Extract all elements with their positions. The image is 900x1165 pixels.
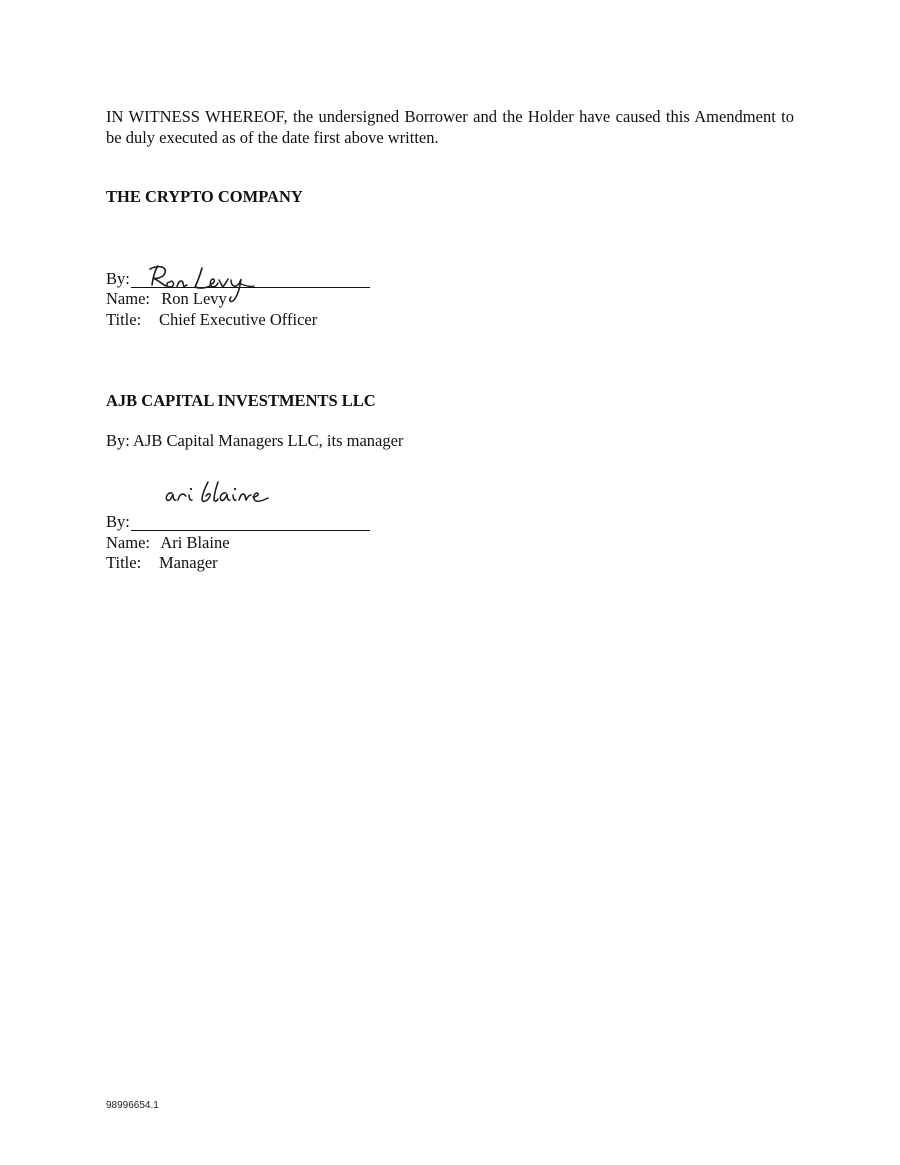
company1-by-label: By: — [106, 269, 130, 288]
company2-title-row — [106, 553, 218, 573]
company2-signer-title: Manager — [159, 553, 218, 572]
document-id-footer: 98996654.1 — [106, 1100, 159, 1111]
company1-name-label: Name: — [106, 289, 150, 308]
company1-title-row — [106, 310, 317, 330]
company1-signer-name: Ron Levy — [161, 289, 227, 308]
company1-name-row — [106, 289, 227, 309]
company2-by-label: By: — [106, 512, 130, 531]
company2-signature-line — [131, 530, 370, 531]
company1-by-row — [106, 269, 130, 289]
company2-by-manager: By: AJB Capital Managers LLC, its manager — [106, 431, 404, 450]
company2-name-label: Name: — [106, 533, 150, 552]
company2-name-row — [106, 533, 230, 553]
company2-heading: AJB CAPITAL INVESTMENTS LLC — [106, 391, 376, 410]
company2-signature-image — [160, 476, 280, 510]
company1-heading: THE CRYPTO COMPANY — [106, 187, 303, 206]
company1-title-label: Title: — [106, 310, 142, 329]
witness-paragraph: IN WITNESS WHEREOF, the undersigned Borrower and the Holder have caused this Amendment to be duly executed as of the date first above written. — [106, 107, 794, 147]
company2-signer-name: Ari Blaine — [160, 533, 230, 552]
company2-by-row — [106, 512, 130, 532]
company1-signer-title: Chief Executive Officer — [159, 310, 318, 329]
company2-title-label: Title: — [106, 553, 142, 572]
